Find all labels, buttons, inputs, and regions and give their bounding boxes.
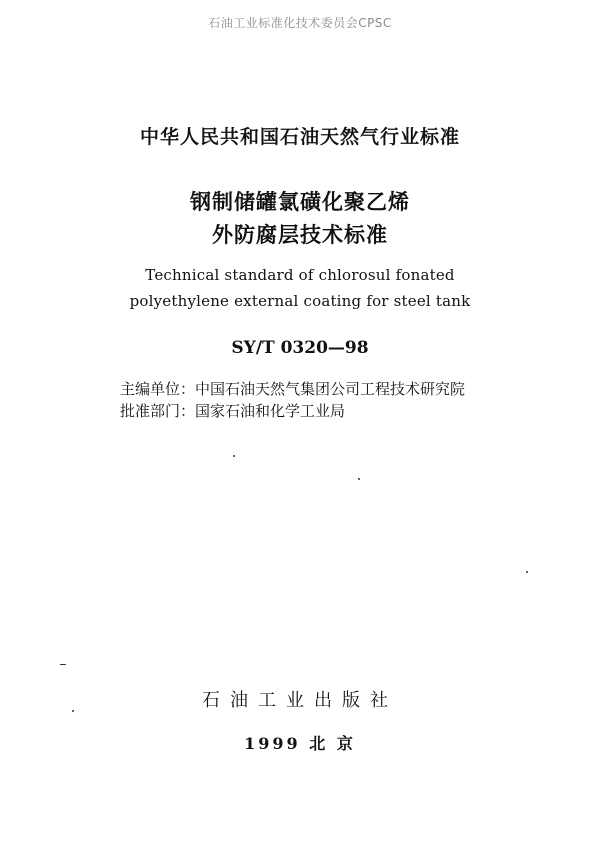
- document-title-line-1: 钢制储罐氯磺化聚乙烯: [190, 190, 410, 214]
- publication-date-place: 1999 北 京: [244, 734, 356, 753]
- scan-speck: [72, 710, 74, 712]
- scan-speck: [358, 478, 360, 480]
- drafting-unit: 主编单位：中国石油天然气集团公司工程技术研究院: [120, 380, 466, 398]
- approval-department: 批准部门：国家石油和化学工业局: [120, 402, 346, 420]
- english-title-line-2: polyethylene external coating for steel tank: [129, 292, 471, 310]
- org-title: 中华人民共和国石油天然气行业标准: [139, 126, 460, 148]
- standard-code: SY/T 0320—98: [231, 338, 369, 358]
- english-title-line-1: Technical standard of chlorosul fonated: [145, 266, 455, 284]
- publisher-name: 石油工业出版社: [202, 690, 398, 711]
- document-title-line-2: 外防腐层技术标准: [212, 223, 388, 247]
- scan-speck: [233, 455, 235, 457]
- watermark-header: 石油工业标准化技术委员会CPSC: [208, 16, 392, 30]
- scan-speck: [60, 664, 66, 665]
- scan-speck: [526, 571, 528, 573]
